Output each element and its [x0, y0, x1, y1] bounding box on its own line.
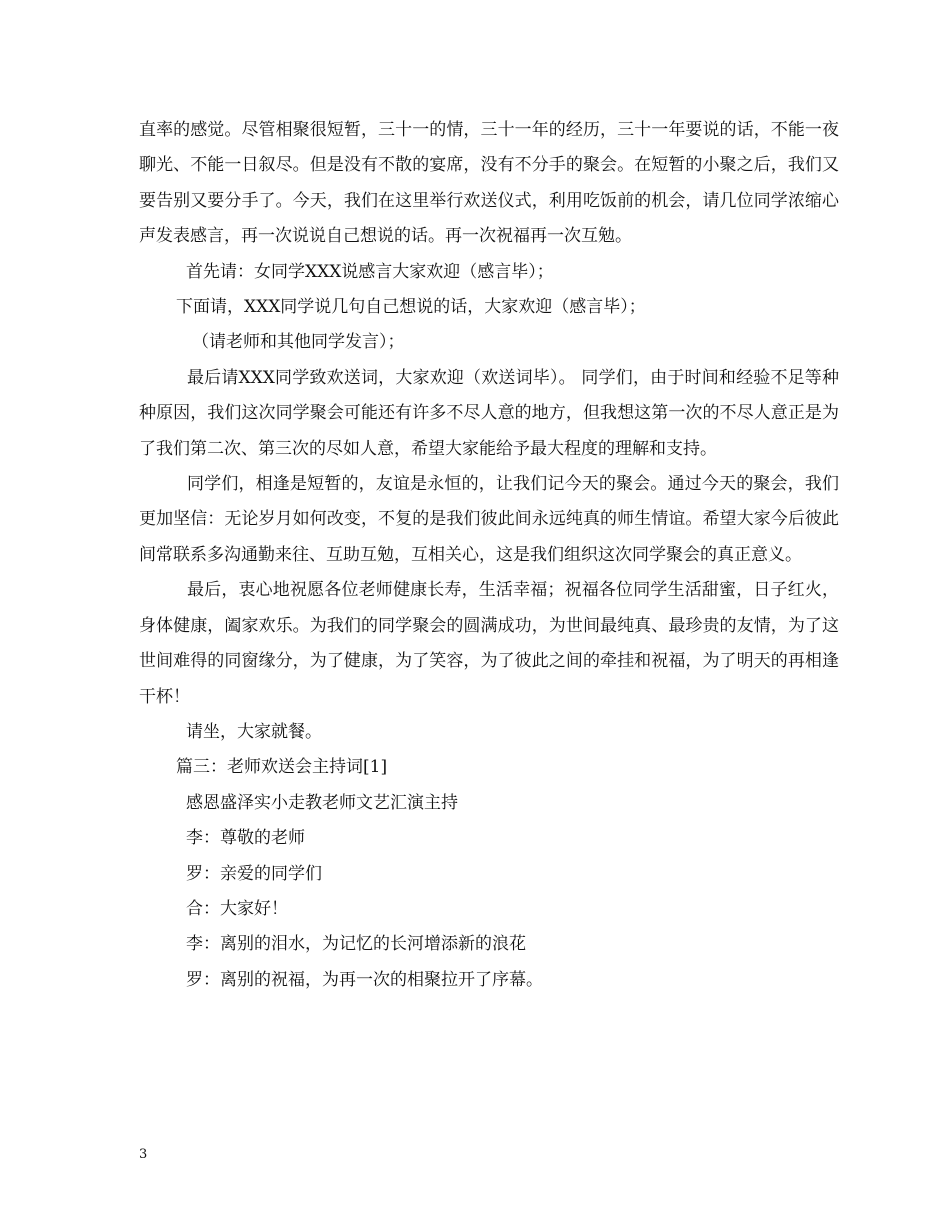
- section-heading: 篇三：老师欢送会主持词[1]: [176, 757, 388, 778]
- paragraph-farewell-intro: 直率的感觉。尽管相聚很短暂，三十一的情，三十一年的经历，三十一年要说的话，不能一夜聊光、不能一日叙尽。但是没有不散的宴席，没有不分手的聚会。在短暂的小聚之后，我们又要告别又要分手了。今天，我们在这里举行欢送仪式，利用吃饭前的机会，请几位同学浓缩心声发表感言，再一次说说自己想说的话。再一次祝福再一次互勉。: [139, 120, 839, 247]
- paragraph-blessing: 最后，衷心地祝愿各位老师健康长寿，生活幸福；祝福各位同学生活甜蜜，日子红火，身体健康，阖家欢乐。为我们的同学聚会的圆满成功，为世间最纯真、最珍贵的友情，为了这世间难得的同窗缘分，为了健康，为了笑容，为了彼此之间的牵挂和祝福，为了明天的再相逢干杯！: [139, 580, 839, 707]
- paragraph-teacher-speech: （请老师和其他同学发言）；: [192, 332, 405, 353]
- paragraph-please-sit: 请坐，大家就餐。: [186, 721, 322, 742]
- paragraph-first-speaker: 首先请：女同学XXX说感言大家欢迎（感言毕）；: [186, 261, 554, 282]
- dialogue-line-li-2: 李：离别的泪水，为记忆的长河增添新的浪花: [186, 934, 526, 955]
- paragraph-next-speaker: 下面请，XXX同学说几句自己想说的话，大家欢迎（感言毕）；: [176, 297, 646, 318]
- dialogue-line-li-1: 李：尊敬的老师: [186, 828, 305, 849]
- dialogue-line-together: 合：大家好！: [186, 898, 288, 919]
- document-body: [139, 113, 839, 998]
- page-number: 3: [139, 1147, 148, 1162]
- dialogue-line-luo-1: 罗：亲爱的同学们: [186, 863, 322, 884]
- paragraph-friendship: 同学们，相逢是短暂的，友谊是永恒的，让我们记今天的聚会。通过今天的聚会，我们更加坚信：无论岁月如何改变，不复的是我们彼此间永远纯真的师生情谊。希望大家今后彼此间常联系多沟通勤来往、互助互勉，互相关心，这是我们组织这次同学聚会的真正意义。: [139, 474, 839, 565]
- paragraph-final-speaker: 最后请XXX同学致欢送词，大家欢迎（欢送词毕）。 同学们，由于时间和经验不足等种种原因，我们这次同学聚会可能还有许多不尽人意的地方，但我想这第一次的不尽人意正是为了我们第二次、第三次的尽如人意，希望大家能给予最大程度的理解和支持。: [139, 367, 839, 459]
- paragraph-performance-title: 感恩盛泽实小走教老师文艺汇演主持: [186, 792, 458, 813]
- dialogue-line-luo-2: 罗：离别的祝福，为再一次的相聚拉开了序幕。: [186, 969, 543, 990]
